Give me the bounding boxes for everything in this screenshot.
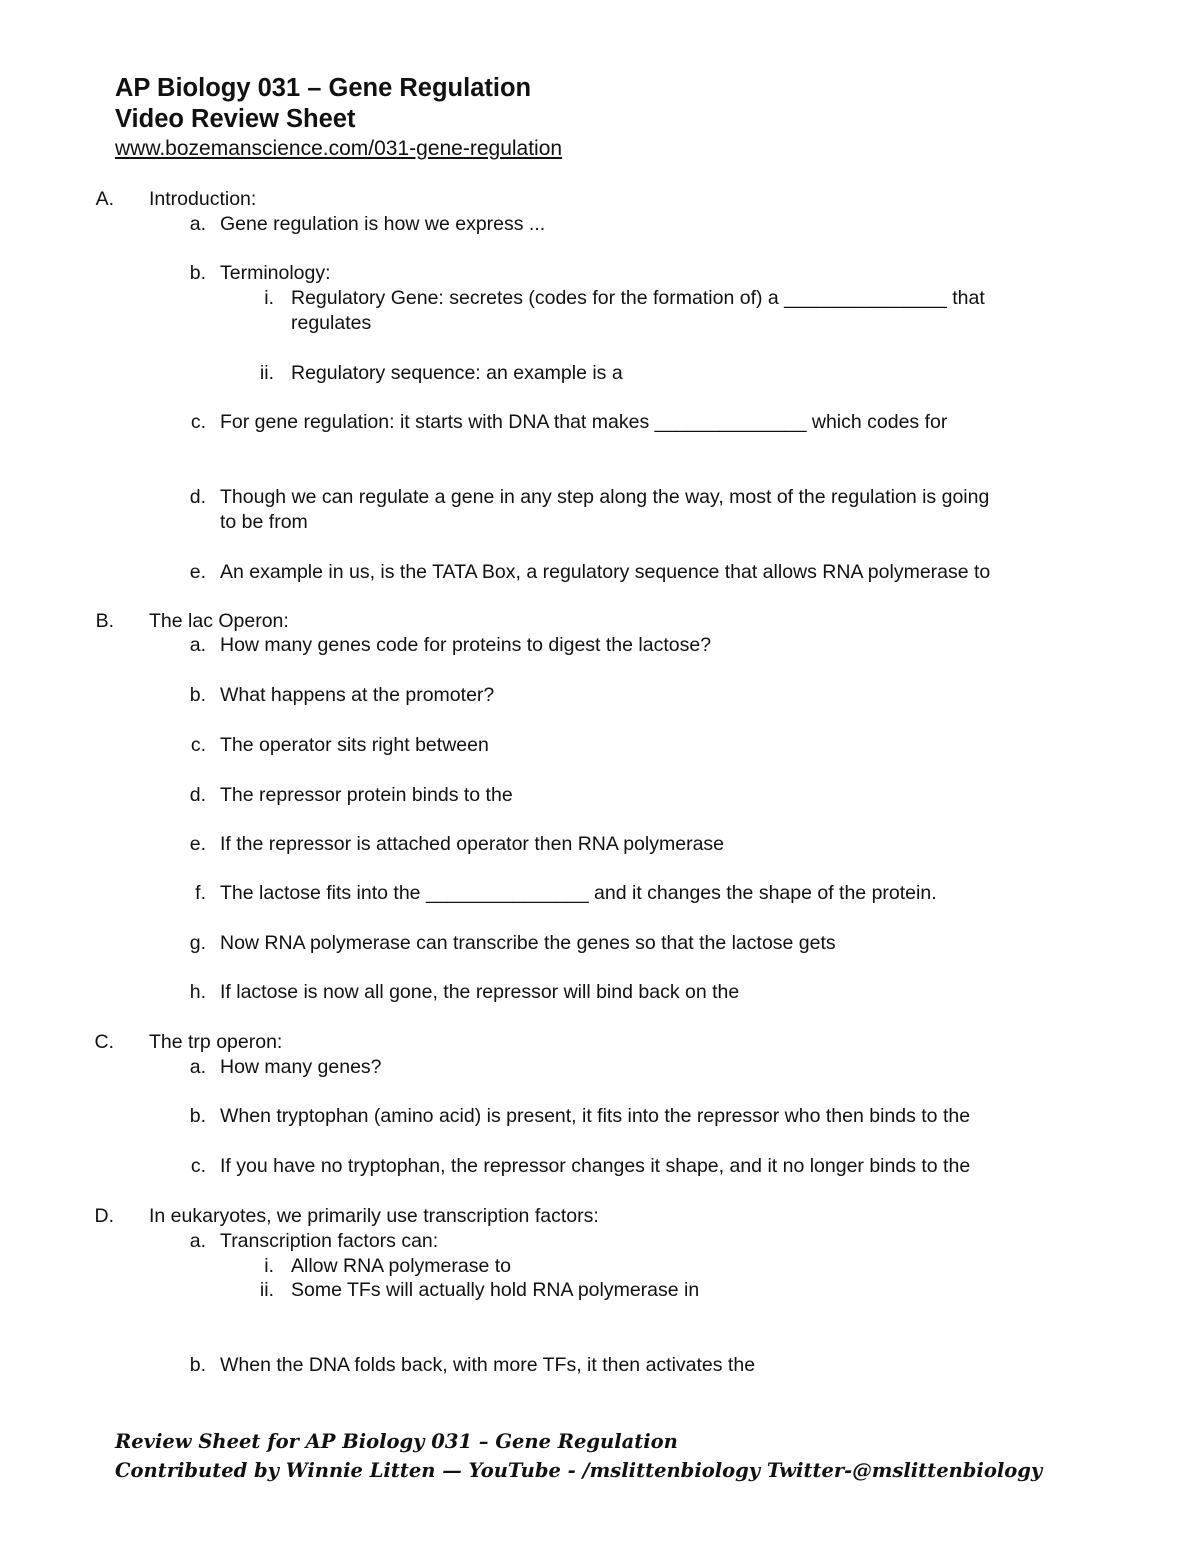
- item-label: c.: [190, 1155, 206, 1177]
- item-label: c.: [190, 411, 206, 433]
- footer-credits: Contributed by Winnie Litten — YouTube - /mslittenbiology Twitter-@mslittenbiology: [115, 1459, 1043, 1482]
- item-text: If the repressor is attached operator then RNA polymerase: [220, 833, 725, 855]
- item-text: The lactose fits into the _______________ and it changes the shape of the protein.: [220, 882, 937, 904]
- item-label: h.: [189, 981, 206, 1003]
- item-text: Gene regulation is how we express ...: [220, 213, 546, 235]
- page-subtitle: Video Review Sheet: [115, 105, 356, 133]
- subitem-label: ii.: [259, 1279, 274, 1301]
- item-text: What happens at the promoter?: [220, 684, 495, 706]
- item-label: b.: [189, 684, 206, 706]
- section-b-label: B.: [95, 610, 114, 632]
- item-text: An example in us, is the TATA Box, a regulatory sequence that allows RNA polymerase to: [220, 561, 991, 583]
- item-label: b.: [189, 262, 206, 284]
- subitem-label: ii.: [259, 362, 274, 384]
- item-text: The operator sits right between: [220, 734, 489, 756]
- item-text: If you have no tryptophan, the repressor changes it shape, and it no longer binds to the: [220, 1155, 971, 1177]
- item-label: b.: [189, 1105, 206, 1127]
- section-d-title: In eukaryotes, we primarily use transcription factors:: [149, 1205, 599, 1227]
- section-c-title: The trp operon:: [149, 1031, 283, 1053]
- section-a-title: Introduction:: [149, 188, 257, 210]
- subitem-label: i.: [264, 287, 274, 309]
- item-label: a.: [189, 1056, 206, 1078]
- item-label: b.: [189, 1354, 206, 1376]
- footer-title: Review Sheet for AP Biology 031 – Gene Regulation: [115, 1430, 678, 1453]
- item-text: Terminology:: [220, 262, 331, 284]
- item-label: a.: [189, 634, 206, 656]
- item-label: d.: [189, 784, 206, 806]
- source-link[interactable]: www.bozemanscience.com/031-gene-regulation: [115, 137, 563, 160]
- section-b-title: The lac Operon:: [149, 610, 289, 632]
- subitem-text-continued: regulates: [291, 312, 372, 334]
- subitem-text: Allow RNA polymerase to: [291, 1255, 512, 1277]
- item-text: If lactose is now all gone, the repressor will bind back on the: [220, 981, 740, 1003]
- item-text: How many genes code for proteins to digest the lactose?: [220, 634, 712, 656]
- item-text: When the DNA folds back, with more TFs, it then activates the: [220, 1354, 756, 1376]
- subitem-label: i.: [264, 1255, 274, 1277]
- item-text: When tryptophan (amino acid) is present, it fits into the repressor who then binds to the: [220, 1105, 971, 1127]
- item-label: a.: [189, 213, 206, 235]
- item-label: f.: [195, 882, 206, 904]
- subitem-text: Some TFs will actually hold RNA polymerase in: [291, 1279, 700, 1301]
- page-title: AP Biology 031 – Gene Regulation: [115, 74, 532, 102]
- item-label: c.: [190, 734, 206, 756]
- item-label: e.: [189, 833, 206, 855]
- item-label: a.: [189, 1230, 206, 1252]
- section-a-label: A.: [95, 188, 114, 210]
- subitem-text: Regulatory Gene: secretes (codes for the formation of) a _______________ that: [291, 287, 985, 309]
- section-d-label: D.: [94, 1205, 114, 1227]
- item-label: d.: [189, 486, 206, 508]
- item-text: Now RNA polymerase can transcribe the genes so that the lactose gets: [220, 932, 836, 954]
- item-text: The repressor protein binds to the: [220, 784, 513, 806]
- item-label: e.: [189, 561, 206, 583]
- item-text: How many genes?: [220, 1056, 382, 1078]
- item-text: For gene regulation: it starts with DNA that makes ______________ which codes for: [220, 411, 948, 433]
- item-text: Though we can regulate a gene in any step along the way, most of the regulation is going: [220, 486, 990, 508]
- subitem-text: Regulatory sequence: an example is a: [291, 362, 623, 384]
- item-text-continued: to be from: [220, 511, 308, 533]
- item-text: Transcription factors can:: [220, 1230, 439, 1252]
- section-c-label: C.: [94, 1031, 114, 1053]
- item-label: g.: [189, 932, 206, 954]
